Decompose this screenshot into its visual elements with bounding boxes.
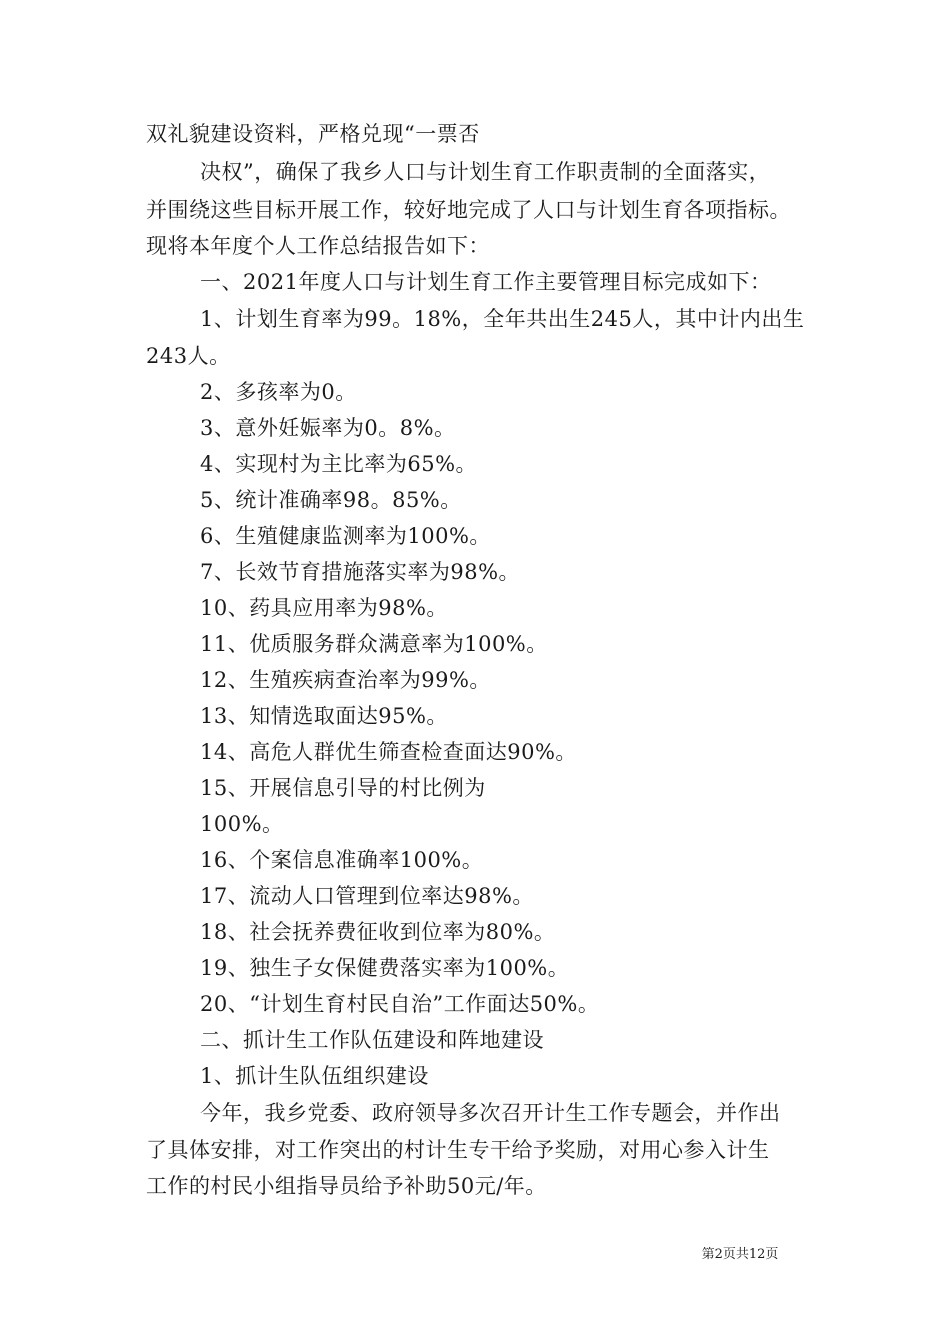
page-number: 第2页共12页	[701, 1247, 779, 1262]
list-item: 2、多孩率为0。	[200, 380, 357, 404]
section-heading: 二、抓计生工作队伍建设和阵地建设	[200, 1028, 544, 1052]
list-item: 3、意外妊娠率为0。8%。	[200, 416, 456, 440]
list-item: 6、生殖健康监测率为100%。	[200, 524, 491, 548]
list-item: 5、统计准确率98。85%。	[200, 488, 462, 512]
list-item: 11、优质服务群众满意率为100%。	[200, 632, 548, 656]
section-heading: 一、2021年度人口与计划生育工作主要管理目标完成如下：	[200, 270, 772, 294]
text-line: 今年，我乡党委、政府领导多次召开计生工作专题会，并作出	[200, 1101, 781, 1125]
list-item-continuation: 100%。	[200, 812, 284, 836]
subsection-heading: 1、抓计生队伍组织建设	[200, 1064, 429, 1088]
list-item: 14、高危人群优生筛查检查面达90%。	[200, 740, 577, 764]
text-line: 并围绕这些目标开展工作，较好地完成了人口与计划生育各项指标。	[146, 198, 791, 222]
list-item: 7、长效节育措施落实率为98%。	[200, 560, 521, 584]
list-item: 10、药具应用率为98%。	[200, 596, 448, 620]
list-item: 17、流动人口管理到位率达98%。	[200, 884, 534, 908]
list-item: 15、开展信息引导的村比例为	[200, 776, 486, 800]
list-item: 12、生殖疾病查治率为99%。	[200, 668, 491, 692]
text-line: 工作的村民小组指导员给予补助50元/年。	[146, 1174, 547, 1198]
list-item: 16、个案信息准确率100%。	[200, 848, 484, 872]
text-line: 现将本年度个人工作总结报告如下：	[146, 234, 490, 258]
text-line: 双礼貌建设资料，严格兑现“一票否	[146, 122, 480, 146]
list-item: 13、知情选取面达95%。	[200, 704, 448, 728]
list-item-continuation: 243人。	[146, 344, 231, 368]
text-line: 了具体安排，对工作突出的村计生专干给予奖励，对用心参入计生	[146, 1138, 770, 1162]
text-line: 决权”，确保了我乡人口与计划生育工作职责制的全面落实，	[200, 160, 771, 184]
list-item: 4、实现村为主比率为65%。	[200, 452, 478, 476]
list-item: 20、“计划生育村民自治”工作面达50%。	[200, 992, 600, 1016]
list-item: 19、独生子女保健费落实率为100%。	[200, 956, 570, 980]
list-item: 18、社会抚养费征收到位率为80%。	[200, 920, 556, 944]
list-item: 1、计划生育率为99。18%，全年共出生245人，其中计内出生	[200, 307, 805, 331]
